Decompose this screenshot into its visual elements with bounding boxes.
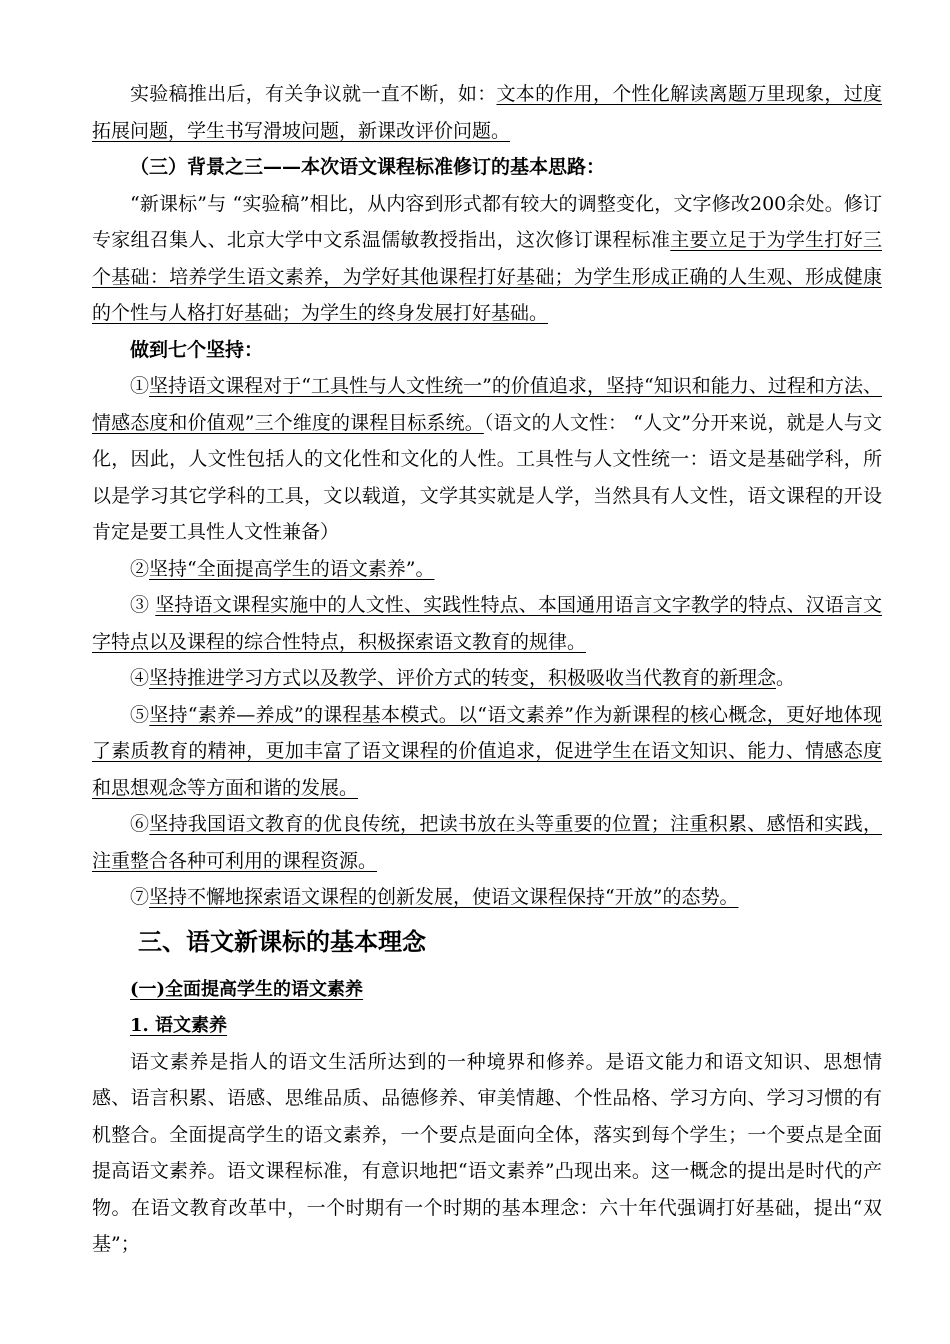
item-number: ② <box>130 557 150 580</box>
adherence-item-1 <box>92 368 882 551</box>
revision-text: “新课标”与 “实验稿”相比，从内容到形式都有较大的调整变化，文字修改200余处。修订专家组召集人、北京大学中文系温儒敏教授指出，这次修订课程标准 <box>92 192 882 251</box>
document-page <box>92 76 882 1263</box>
chapter-title: 三、语文新课标的基本理念 <box>138 926 426 956</box>
item-tail: 。 <box>776 667 796 689</box>
adherence-item-4 <box>92 660 882 697</box>
item-number: ③ <box>130 594 156 616</box>
item-number: ④ <box>130 667 150 689</box>
adherence-item-2 <box>92 551 882 588</box>
item-text: 坚持我国语文教育的优良传统，把读书放在头等重要的位置；注重积累、感悟和实践，注重整合各种可利用的课程资源。 <box>92 813 882 872</box>
section-heading-background3: （三）背景之三——本次语文课程标准修订的基本思路： <box>130 156 606 178</box>
item-number: ⑤ <box>130 703 150 726</box>
adherence-item-7 <box>92 879 882 916</box>
item-text: 坚持语文课程对于“工具性与人文性统一”的价值追求，坚持“知识和能力、过程和方法、情感态度和价值观”三个维度的课程目标系统。 <box>92 375 882 434</box>
revision-foundations: 主要立足于为学生打好三个基础：培养学生语文素养，为学好其他课程打好基础；为学生形成正确的人生观、形成健康的个性与人格打好基础；为学生的终身发展打好基础。 <box>92 229 882 324</box>
controversy-text: 实验稿推出后，有关争议就一直不断，如： <box>130 83 497 105</box>
item-text: 坚持不懈地探索语文课程的创新发展，使语文课程保持“开放”的态势。 <box>149 886 739 908</box>
item-text: 坚持语文课程实施中的人文性、实践性特点、本国通用语言文字教学的特点、汉语言文字特点以及课程的综合性特点，积极探索语文教育的规律。 <box>92 594 882 653</box>
subsubsection-heading <box>130 1008 882 1044</box>
item-text: 坚持推进学习方式以及教学、评价方式的转变，积极吸收当代教育的新理念 <box>149 667 777 689</box>
paragraph-literacy-definition: 语文素养是指人的语文生活所达到的一种境界和修养。是语文能力和语文知识、思想情感、语言积累、语感、思维品质、品德修养、审美情趣、个性品格、学习方向、学习习惯的有机整合。全面提高学生的语文素养，一个要点是面向全体，落实到每个学生；一个要点是全面提高语文素养。语文课程标准，有意识地把“语文素养”凸现出来。这一概念的提出是时代的产物。在语文教育改革中，一个时期有一个时期的基本理念：六十年代强调打好基础，提出“双基”； <box>92 1050 882 1255</box>
paragraph-controversy <box>92 76 882 149</box>
subsection-title: (一)全面提高学生的语文素养 <box>130 978 364 1000</box>
item-text: 坚持“素养—养成”的课程基本模式。以“语文素养”作为新课程的核心概念，更好地体现了素质教育的精神，更加丰富了语文课程的价值追求，促进学生在语文知识、能力、情感态度和思想观念等方面和谐的发展。 <box>92 703 882 799</box>
paragraph-revision <box>92 186 882 332</box>
adherence-item-5 <box>92 697 882 807</box>
adherence-item-6 <box>92 806 882 879</box>
adherence-item-3 <box>92 587 882 660</box>
subsection-heading <box>130 972 882 1008</box>
item-number: ① <box>130 375 150 397</box>
item-note: （语文的人文性： “人文”分开来说，就是人与文化，因此，人文性包括人的文化性和文化的人性。工具性与人文性统一：语文是基础学科，所以是学习其它学科的工具，文以载道，文学其实就是人学，当然具有人文性，语文课程的开设肯定是要工具性人文性兼备） <box>92 411 883 543</box>
subsubsection-title: 1. 语文素养 <box>130 1014 228 1036</box>
controversy-issues: 文本的作用，个性化解读离题万里现象，过度拓展问题，学生书写滑坡问题，新课改评价问题。 <box>92 83 882 142</box>
seven-adherences-heading: 做到七个坚持： <box>130 338 264 361</box>
item-text: 坚持“全面提高学生的语文素养”。 <box>149 557 435 580</box>
item-number: ⑥ <box>130 813 150 835</box>
item-number: ⑦ <box>130 886 150 908</box>
